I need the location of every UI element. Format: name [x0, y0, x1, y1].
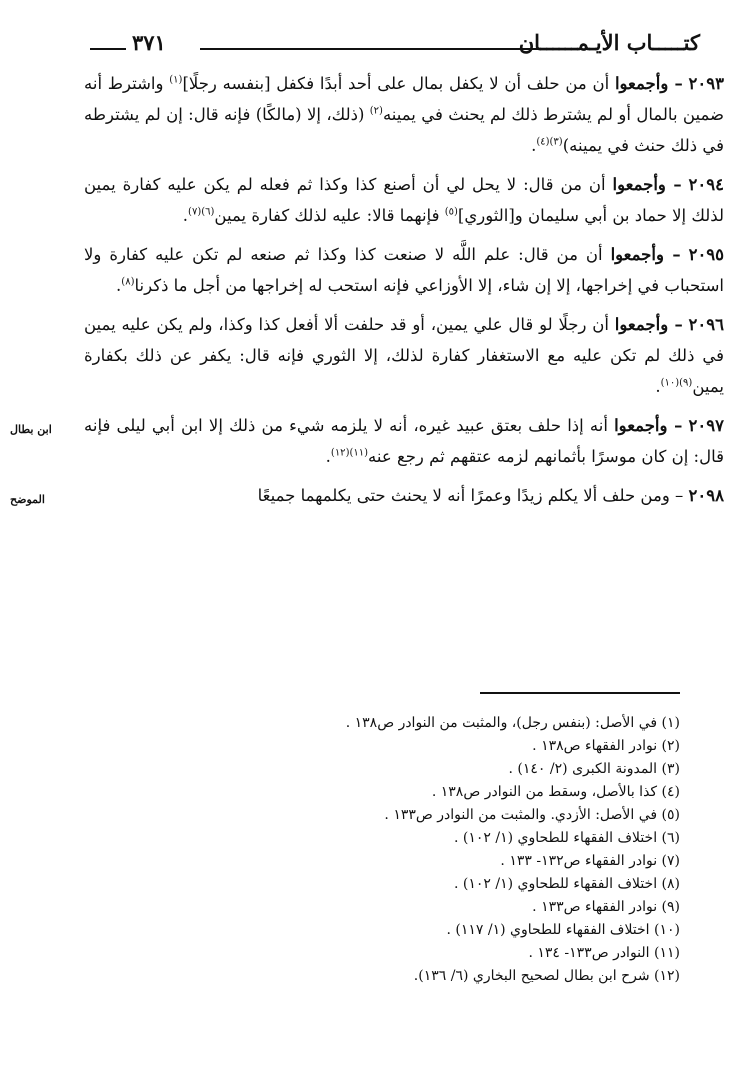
- footnote-item: (١٠) اختلاف الفقهاء للطحاوي (١/ ١١٧) .: [446, 922, 680, 938]
- paragraph-number: ٢٠٩٥: [688, 245, 725, 264]
- paragraph-number: ٢٠٩٤: [688, 175, 724, 194]
- footnotes: [120, 712, 680, 988]
- paragraph-2093: ٢٠٩٣ – وأجمعوا أن من حلف أن لا يكفل بمال على أحد أبدًا فكفل [بنفسه رجلًا]$^{(١)}$ واشترط أنه ضمين بالمال أو لم يشترط ذلك لم يحنث في يمينه$^{(٢)}$ (ذلك، إلا (مالكًا) فإنه قال: إن لم يشترطه في ذلك حنث في يمينه)$^{(٣)(٤)}$.: [84, 74, 724, 155]
- footnote-item: (٤) كذا بالأصل، وسقط من النوادر ص١٣٨ .: [431, 784, 680, 800]
- footnote-item: (٥) في الأصل: الأزدي. والمثبت من النوادر ص١٣٣ .: [384, 807, 680, 823]
- footnote-ref: (٣)(٤): [536, 136, 563, 148]
- paragraph-number: ٢٠٩٧: [688, 416, 724, 435]
- footnote-item: (٩) نوادر الفقهاء ص١٣٣ .: [532, 899, 680, 915]
- paragraph-text: .: [182, 206, 189, 225]
- paragraph-number: ٢٠٩٣: [688, 74, 724, 93]
- paragraph-text: فإنهما قالا: عليه لذلك كفارة يمين: [214, 206, 445, 225]
- paragraph-text: .: [325, 447, 331, 466]
- footnote-ref: (١١)(١٢): [330, 447, 369, 459]
- header-rule-short: [90, 48, 126, 50]
- paragraph-text: ومن حلف ألا يكلم زيدًا وعمرًا أنه لا يحنث حتى يكلمهما جميعًا: [257, 486, 670, 505]
- footnote-ref: (٥): [444, 206, 458, 218]
- footnote-ref: (٢): [369, 105, 383, 117]
- paragraph-text: .: [655, 377, 661, 396]
- paragraph-text: واشترط أنه ضمين بالمال أو لم يشترط ذلك لم يحنث في يمينه: [84, 74, 724, 124]
- margin-note: الموضح: [10, 493, 45, 506]
- paragraph-number: ٢٠٩٦: [688, 315, 724, 334]
- paragraph-lead: وأجمعوا: [610, 245, 664, 264]
- footnote-item: (٣) المدونة الكبرى (٢/ ١٤٠) .: [508, 761, 680, 777]
- page-number: ٣٧١: [132, 30, 166, 55]
- page-header: [90, 28, 700, 62]
- footnote-ref: (٩)(١٠): [660, 377, 693, 389]
- paragraph-lead: وأجمعوا: [614, 74, 669, 93]
- footnote-rule: [480, 692, 680, 694]
- margin-note: ابن بطال: [10, 423, 52, 436]
- paragraph-text: (ذلك، إلا (مالكًا) فإنه قال: إن لم يشترطه في ذلك حنث في يمينه): [84, 105, 724, 155]
- paragraph-2095: ٢٠٩٥ – وأجمعوا أن من قال: علم اللَّه لا صنعت كذا وكذا ثم صنعه لم تكن عليه كفارة ولا استحباب في إخراجها، إلا إن شاء، إلا الأوزاعي فإنه استحب له إخراجها من أجل ما ذكرنا$^{(٨)}$.: [84, 245, 725, 295]
- paragraph-text: أن من حلف أن لا يكفل بمال على أحد أبدًا فكفل [بنفسه رجلًا]: [182, 74, 610, 93]
- paragraph-lead: وأجمعوا: [614, 315, 669, 334]
- footnote-item: (١١) النوادر ص١٣٣- ١٣٤ .: [528, 945, 680, 961]
- paragraph-text: أن من قال: لا يحل لي أن أصنع كذا وكذا ثم فعله لم يكن عليه كفارة يمين لذلك إلا حماد بن أبي سليمان و[الثوري]: [84, 175, 724, 225]
- footnote-item: (١٢) شرح ابن بطال لصحيح البخاري (٦/ ١٣٦).: [413, 968, 680, 984]
- paragraph-text: أن رجلًا لو قال علي يمين، أو قد حلفت ألا أفعل كذا وكذا، ولم يكن عليه يمين في ذلك لم تكن عليه مع الاستغفار كفارة لذلك، إلا الثوري فإنه قال: يكفر عن ذلك بكفارة يمين: [84, 315, 724, 396]
- paragraph-lead: وأجمعوا: [612, 175, 666, 194]
- paragraph-2096: ٢٠٩٦ – وأجمعوا أن رجلًا لو قال علي يمين، أو قد حلفت ألا أفعل كذا وكذا، ولم يكن عليه يمين في ذلك لم تكن عليه مع الاستغفار كفارة لذلك، إلا الثوري فإنه قال: يكفر عن ذلك بكفارة يمين$^{(٩)(١٠)}$.: [84, 315, 724, 396]
- paragraph-2094: ٢٠٩٤ – وأجمعوا أن من قال: لا يحل لي أن أصنع كذا وكذا ثم فعله لم يكن عليه كفارة يمين لذلك إلا حماد بن أبي سليمان و[الثوري]$^{(٥)}$ فإنهما قالا: عليه لذلك كفارة يمين$^{(٦)(٧)}$.: [84, 175, 724, 225]
- paragraph-text: .: [116, 276, 122, 295]
- paragraph-lead: وأجمعوا: [614, 416, 668, 435]
- header-rule: [200, 48, 570, 50]
- paragraph-text: أنه إذا حلف بعتق عبيد غيره، أنه لا يلزمه شيء من ذلك إلا ابن أبي ليلى فإنه قال: إن كان موسرًا بأثمانهم لزمه عتقهم ثم رجع عنه: [84, 416, 724, 466]
- main-text: [10, 68, 725, 519]
- paragraph-text: .: [531, 136, 537, 155]
- book-title: كتـــــاب الأيـمــــــان: [511, 30, 700, 55]
- footnote-ref: (٦)(٧): [188, 206, 215, 218]
- paragraph-text: أن من قال: علم اللَّه لا صنعت كذا وكذا ثم صنعه لم تكن عليه كفارة ولا استحباب في إخراجها، إلا إن شاء، إلا الأوزاعي فإنه استحب له إخراجها من أجل ما ذكرنا: [84, 245, 724, 295]
- footnote-item: (٢) نوادر الفقهاء ص١٣٨ .: [532, 738, 680, 754]
- footnote-ref: (٨): [121, 276, 135, 288]
- paragraph-number: ٢٠٩٨: [688, 486, 724, 505]
- footnote-item: (٨) اختلاف الفقهاء للطحاوي (١/ ١٠٢) .: [453, 876, 680, 892]
- footnote-ref: (١): [169, 74, 183, 86]
- paragraph-2097: ابن بطال ٢٠٩٧ – وأجمعوا أنه إذا حلف بعتق عبيد غيره، أنه لا يلزمه شيء من ذلك إلا ابن أبي ليلى فإنه قال: إن كان موسرًا بأثمانهم لزمه عتقهم ثم رجع عنه$^{(١١)(١٢)}$.: [10, 416, 724, 466]
- footnote-item: (٦) اختلاف الفقهاء للطحاوي (١/ ١٠٢) .: [453, 830, 680, 846]
- paragraph-2098: الموضح ٢٠٩٨ – ومن حلف ألا يكلم زيدًا وعمرًا أنه لا يحنث حتى يكلمهما جميعًا: [84, 480, 724, 511]
- footnote-item: (٧) نوادر الفقهاء ص١٣٢- ١٣٣ .: [500, 853, 680, 869]
- footnote-item: (١) في الأصل: (بنفس رجل)، والمثبت من النوادر ص١٣٨ .: [345, 715, 680, 731]
